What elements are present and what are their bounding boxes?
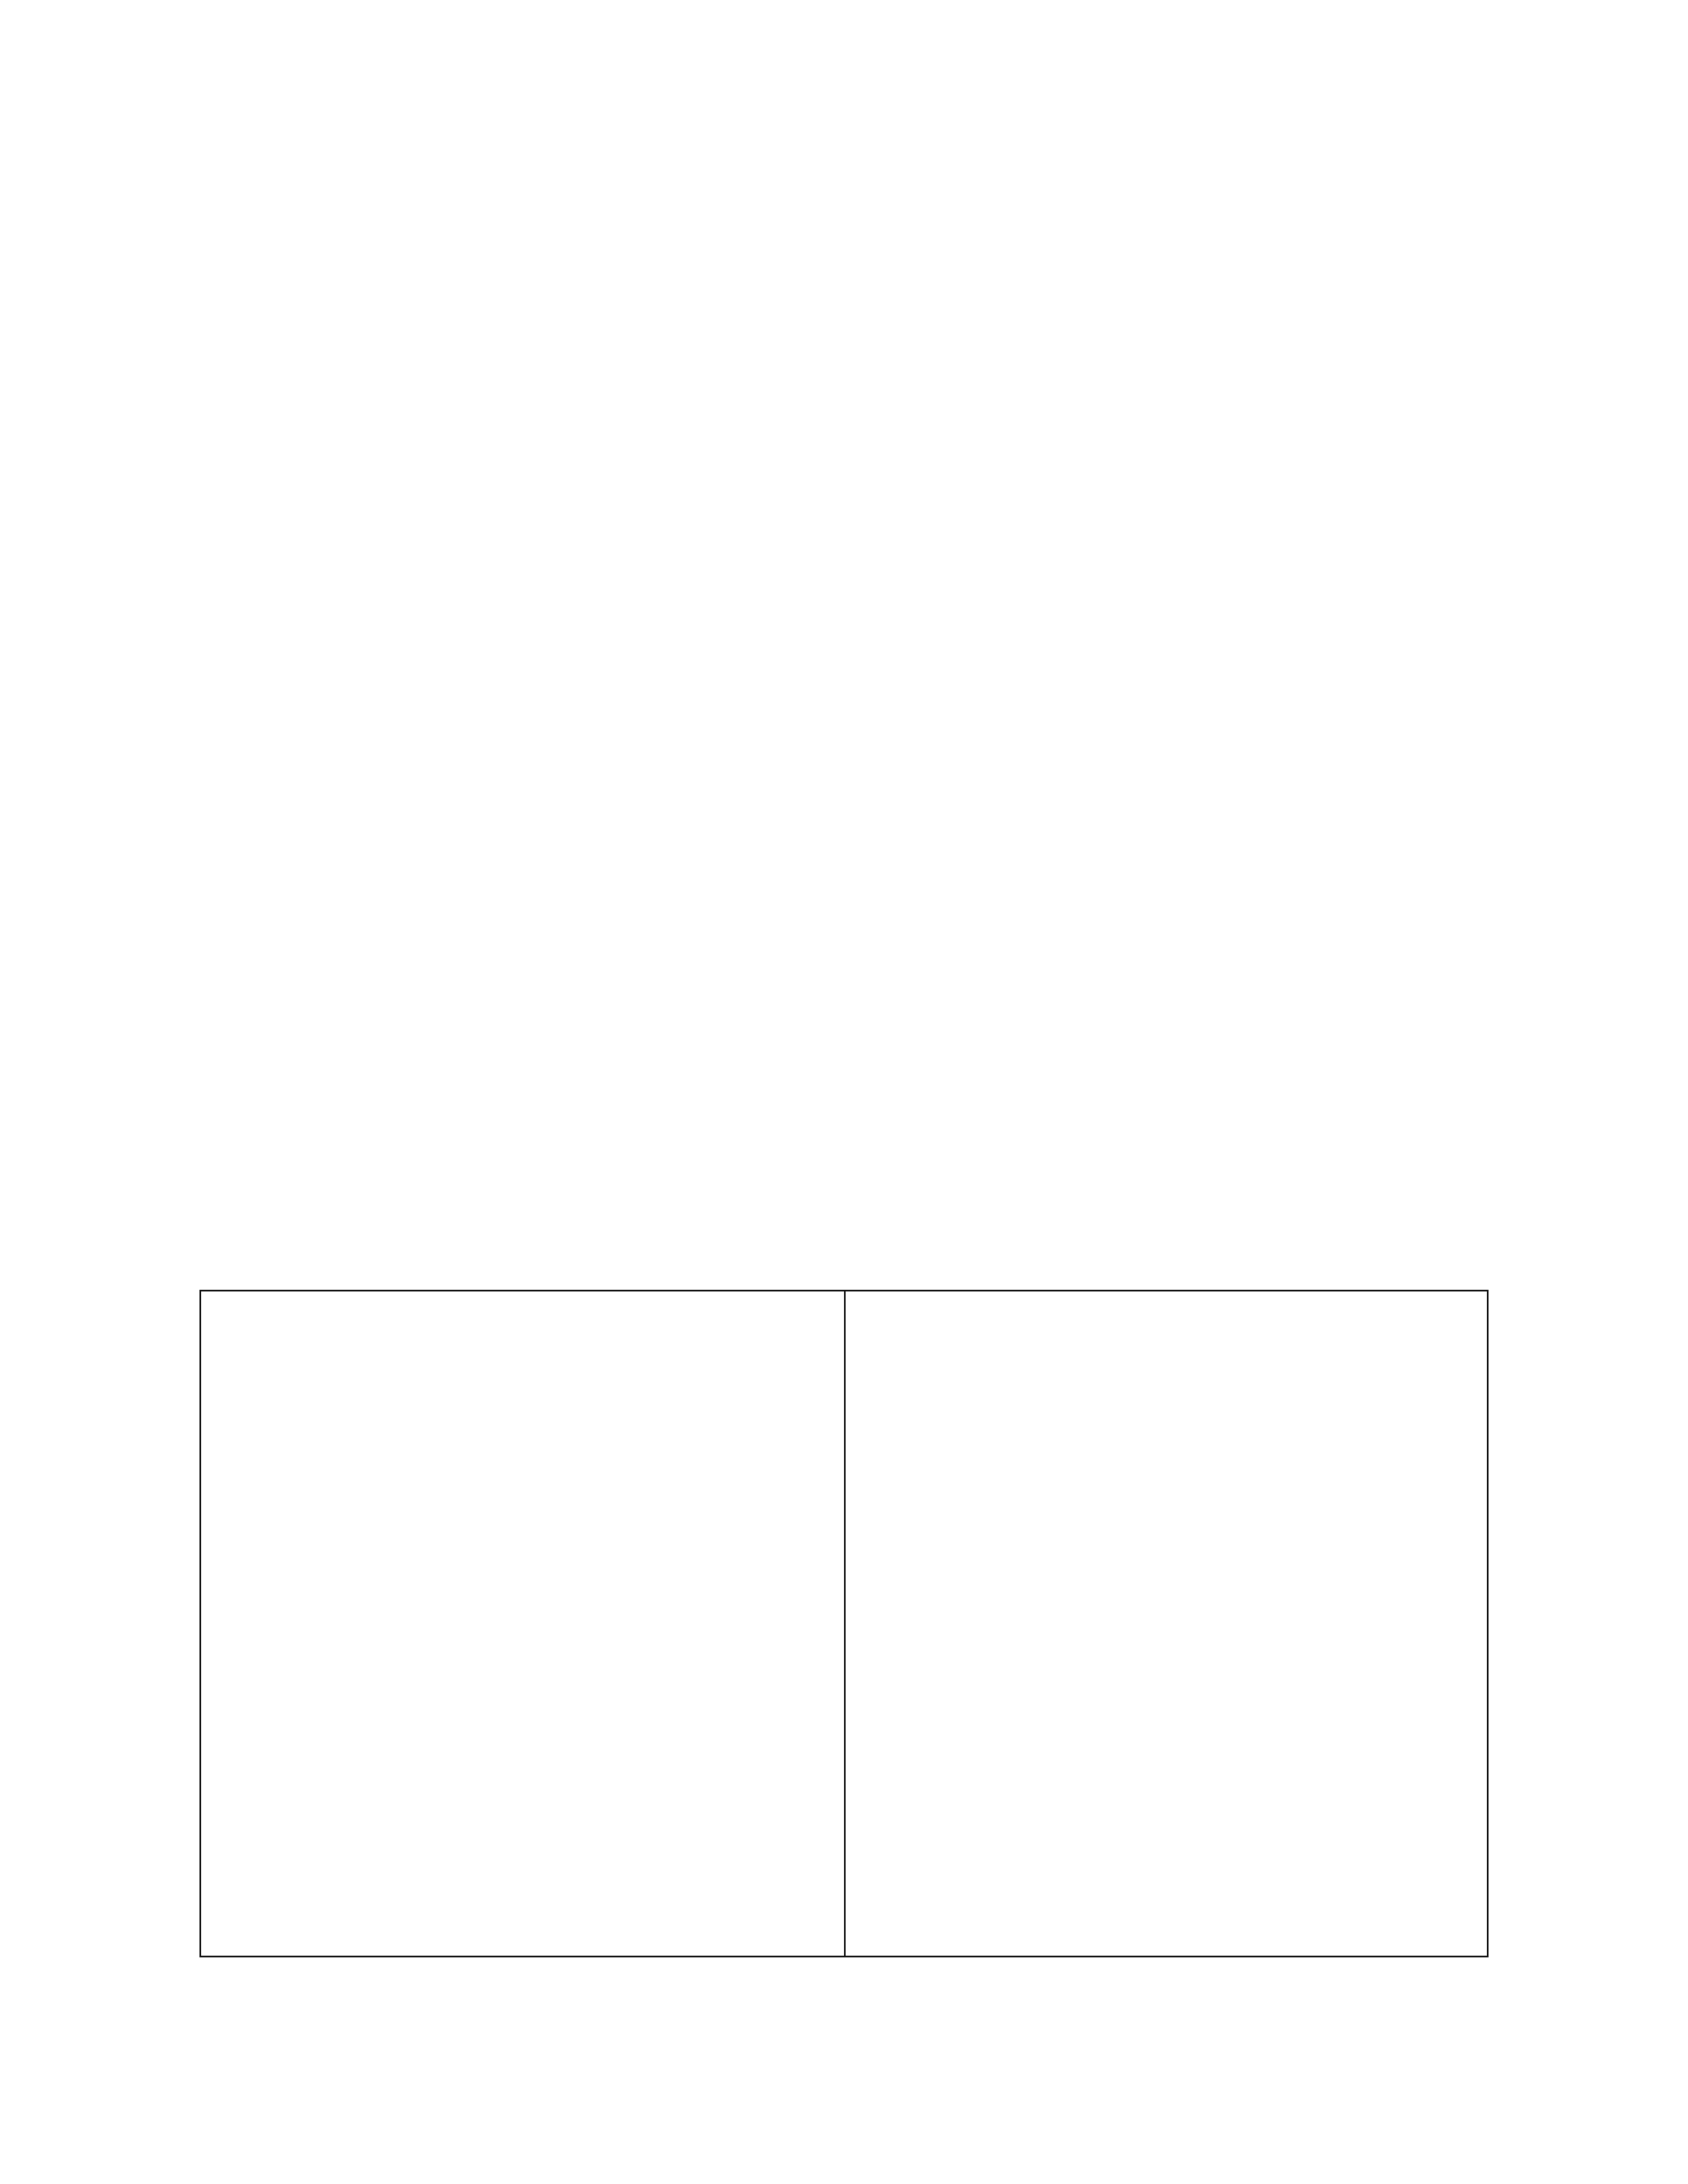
example-table	[199, 1290, 1489, 1957]
turtle-output	[846, 1291, 1489, 1956]
output-cell	[846, 1291, 1487, 1956]
code-cell	[201, 1291, 846, 1956]
